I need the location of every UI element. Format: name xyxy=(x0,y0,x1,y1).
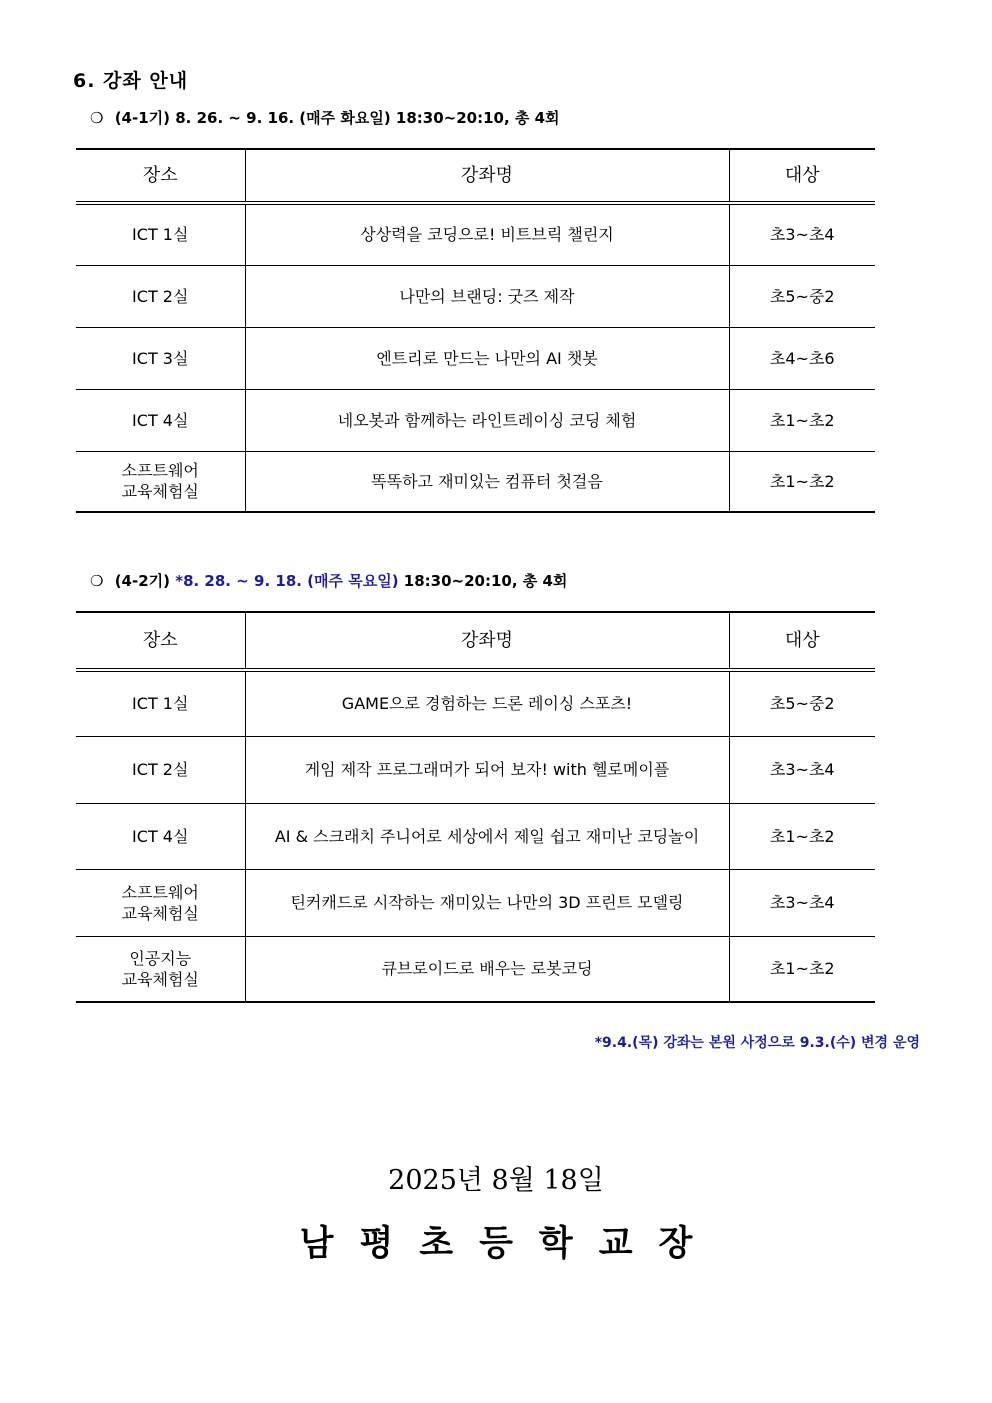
place-cell: ICT 3실 xyxy=(76,327,245,389)
table-row xyxy=(76,203,875,265)
session2-label-suffix: 18:30~20:10, 총 4회 xyxy=(403,572,568,590)
issue-date: 2025년 8월 18일 xyxy=(388,1165,604,1196)
course-cell: 상상력을 코딩으로! 비트브릭 챌린지 xyxy=(245,203,729,265)
target-cell: 초5~중2 xyxy=(729,265,875,327)
course-cell: 네오봇과 함께하는 라인트레이싱 코딩 체험 xyxy=(245,389,729,451)
header-target: 대상 xyxy=(729,612,875,670)
place-cell: ICT 2실 xyxy=(76,265,245,327)
table-row xyxy=(76,451,875,512)
place-cell: 소프트웨어 교육체험실 xyxy=(76,451,245,512)
place-cell: ICT 4실 xyxy=(76,803,245,869)
target-cell: 초3~초4 xyxy=(729,736,875,803)
course-cell: GAME으로 경험하는 드론 레이싱 스포츠! xyxy=(245,670,729,736)
place-cell: ICT 4실 xyxy=(76,389,245,451)
place-cell: ICT 2실 xyxy=(76,736,245,803)
header-place: 장소 xyxy=(76,149,245,203)
header-place: 장소 xyxy=(76,612,245,670)
schedule-change-note: *9.4.(목) 강좌는 본원 사정으로 9.3.(수) 변경 운영 xyxy=(594,1035,920,1051)
session2-heading xyxy=(90,570,567,591)
course-cell: 똑똑하고 재미있는 컴퓨터 첫걸음 xyxy=(245,451,729,512)
table-row xyxy=(76,803,875,869)
header-target: 대상 xyxy=(729,149,875,203)
circle-bullet-icon: ❍ xyxy=(90,572,104,590)
target-cell: 초1~초2 xyxy=(729,803,875,869)
course-cell: 큐브로이드로 배우는 로봇코딩 xyxy=(245,936,729,1002)
target-cell: 초4~초6 xyxy=(729,327,875,389)
target-cell: 초1~초2 xyxy=(729,389,875,451)
course-cell: 엔트리로 만드는 나만의 AI 챗봇 xyxy=(245,327,729,389)
place-cell: ICT 1실 xyxy=(76,203,245,265)
place-cell: 소프트웨어 교육체험실 xyxy=(76,869,245,936)
session2-label-dates: *8. 28. ~ 9. 18. (매주 목요일) xyxy=(175,572,399,590)
table-row xyxy=(76,736,875,803)
session2-label-prefix: (4-2기) xyxy=(114,572,170,590)
table-header-row xyxy=(76,612,875,670)
target-cell: 초1~초2 xyxy=(729,936,875,1002)
course-cell: 게임 제작 프로그래머가 되어 보자! with 헬로메이플 xyxy=(245,736,729,803)
principal-signature: 남평초등학교장 xyxy=(299,1223,719,1264)
table-row xyxy=(76,265,875,327)
course-cell: AI & 스크래치 주니어로 세상에서 제일 쉽고 재미난 코딩놀이 xyxy=(245,803,729,869)
target-cell: 초1~초2 xyxy=(729,451,875,512)
lecture-table-session2 xyxy=(76,611,875,1003)
table-row xyxy=(76,389,875,451)
course-cell: 나만의 브랜딩: 굿즈 제작 xyxy=(245,265,729,327)
lecture-table-session1 xyxy=(76,148,875,513)
table-header-row xyxy=(76,149,875,203)
table-row xyxy=(76,936,875,1002)
header-course: 강좌명 xyxy=(245,612,729,670)
place-cell: 인공지능 교육체험실 xyxy=(76,936,245,1002)
place-cell: ICT 1실 xyxy=(76,670,245,736)
session1-heading xyxy=(90,107,560,128)
header-course: 강좌명 xyxy=(245,149,729,203)
course-cell: 틴커캐드로 시작하는 재미있는 나만의 3D 프린트 모델링 xyxy=(245,869,729,936)
table-row xyxy=(76,869,875,936)
target-cell: 초5~중2 xyxy=(729,670,875,736)
session1-label: (4-1기) 8. 26. ~ 9. 16. (매주 화요일) 18:30~20:10, 총 4회 xyxy=(114,109,560,127)
table-row xyxy=(76,327,875,389)
section-title: 6. 강좌 안내 xyxy=(73,70,189,92)
target-cell: 초3~초4 xyxy=(729,869,875,936)
table-row xyxy=(76,670,875,736)
target-cell: 초3~초4 xyxy=(729,203,875,265)
circle-bullet-icon: ❍ xyxy=(90,109,104,127)
